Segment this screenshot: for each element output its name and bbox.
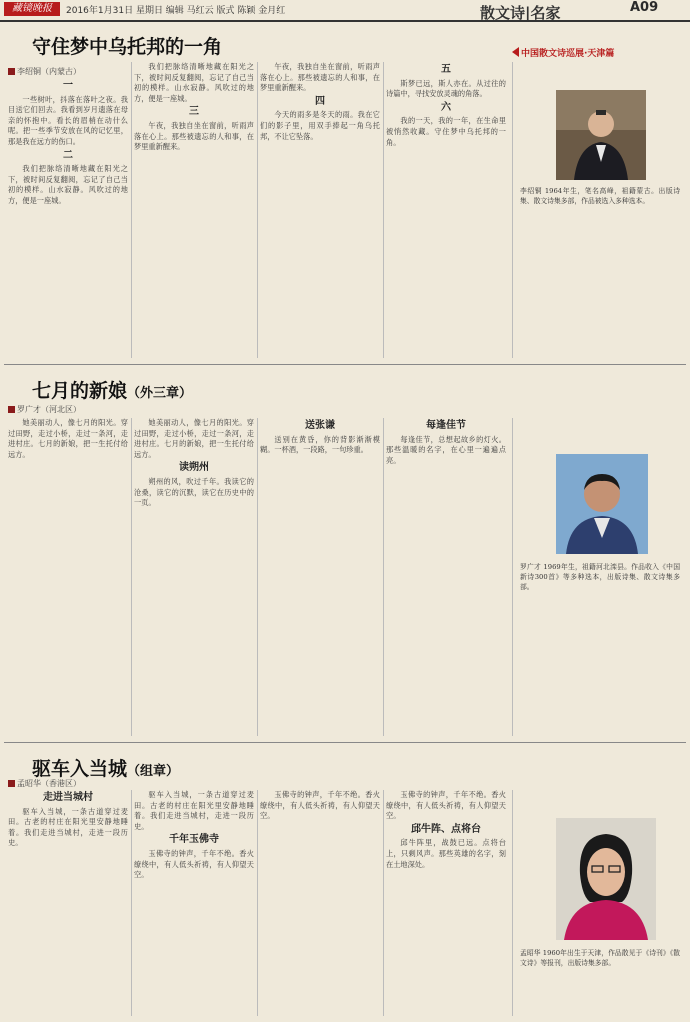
author3-bio: 孟昭华 1960年出生于天津，作品散见于《诗刊》《散文诗》等报刊，出版诗集多部。 bbox=[520, 949, 680, 967]
article1-title: 守住梦中乌托邦的一角 bbox=[32, 36, 223, 58]
article3-paragraph: 驱车入当城，一条古道穿过麦田。古老的村庄在阳光里安静地睡着。我们走进当城村，走进一段历史。 bbox=[8, 806, 128, 848]
column-divider bbox=[383, 418, 384, 736]
column-divider bbox=[131, 418, 132, 736]
article2-title bbox=[32, 376, 192, 403]
article2-column-4 bbox=[386, 418, 506, 736]
article3-paragraph: 玉佛寺的钟声，千年不绝。香火缭绕中，有人低头祈祷，有人仰望天空。 bbox=[134, 848, 254, 880]
article3-byline-text: 孟昭华（香港区） bbox=[17, 779, 81, 788]
article2-byline bbox=[8, 404, 81, 415]
column-divider bbox=[131, 62, 132, 358]
article2-paragraph: 朔州的风，吹过千年。我读它的沧桑，读它的沉默，读它在历史中的一页。 bbox=[134, 476, 254, 508]
article2-column-1 bbox=[8, 418, 128, 736]
article1-paragraph: 一些树叶，抖落在落叶之夜。我目送它们回去。我看到岁月遗落在母亲的怀抱中。看长的眉梢在动什么呢。把一些季节安放在风的记忆里，那是我在远方的伤口。 bbox=[8, 94, 128, 146]
poem-title: 邱牛阵、点将台 bbox=[411, 823, 481, 835]
section-heading: 三 bbox=[189, 106, 199, 118]
column-divider bbox=[512, 790, 513, 1016]
article3-column-2 bbox=[134, 790, 254, 1016]
section-heading: 一 bbox=[63, 80, 73, 91]
article1-paragraph: 我们把脉络清晰地藏在阳光之下，被时间反复翻阅，忘记了自己当初的模样。山水寂静。风吹过的地方，便是一座城。 bbox=[134, 62, 254, 103]
byline-square-icon bbox=[8, 780, 15, 787]
column-divider bbox=[512, 62, 513, 358]
article2-column-2 bbox=[134, 418, 254, 736]
paper-logo: 藏镜晚报 bbox=[4, 2, 60, 16]
section-divider bbox=[4, 742, 686, 743]
column-banner bbox=[512, 46, 614, 59]
article2-paragraph: 她美丽动人，像七月的阳光。穿过田野，走过小桥，走过一条河，走进村庄。七月的新娘，把一生托付给远方。 bbox=[134, 418, 254, 459]
section-divider bbox=[4, 364, 686, 365]
column-divider bbox=[383, 62, 384, 358]
author3-photo bbox=[556, 818, 656, 940]
article1-paragraph: 今天的雨多是冬天的雨。我在它们的影子里，用双手捧起一角乌托邦，不让它坠落。 bbox=[260, 110, 380, 141]
poem-title: 每逢佳节 bbox=[426, 420, 466, 431]
article1-paragraph: 斯梦已远，斯人亦在。从过往的诗篇中，寻找安放灵魂的角落。 bbox=[386, 78, 506, 99]
article2-byline-text: 罗广才（河北区） bbox=[17, 405, 81, 414]
article3-paragraph: 玉佛寺的钟声，千年不绝。香火缭绕中，有人低头祈祷，有人仰望天空。 bbox=[260, 790, 380, 821]
article3-title-text: 驱车入当城 bbox=[32, 758, 128, 780]
column-divider bbox=[131, 790, 132, 1016]
author2-photo bbox=[556, 454, 648, 554]
byline-square-icon bbox=[8, 406, 15, 413]
article1-column-3 bbox=[260, 62, 380, 358]
author2-bio: 罗广才 1969年生，祖籍河北滦县。作品收入《中国新诗300首》等多种选本，出版诗集、散文诗集多部。 bbox=[520, 563, 680, 591]
article1-byline bbox=[8, 66, 81, 77]
article1-byline-text: 李绍铜（内蒙古） bbox=[17, 67, 81, 76]
section-heading: 四 bbox=[315, 95, 325, 107]
column-divider bbox=[257, 62, 258, 358]
poem-title: 千年玉佛寺 bbox=[169, 834, 219, 846]
article3-paragraph: 驱车入当城，一条古道穿过麦田。古老的村庄在阳光里安静地睡着。我们走进当城村，走进一段历史。 bbox=[134, 790, 254, 831]
article3-column-4 bbox=[386, 790, 506, 1016]
article2-paragraph: 每逢佳节，总想起故乡的灯火。那些温暖的名字，在心里一遍遍点亮。 bbox=[386, 434, 506, 465]
column-divider bbox=[257, 790, 258, 1016]
banner-arrow-icon bbox=[512, 47, 519, 57]
byline-square-icon bbox=[8, 68, 15, 75]
column-banner-text: 中国散文诗巡展·天津篇 bbox=[521, 49, 615, 59]
article3-paragraph: 玉佛寺的钟声，千年不绝。香火缭绕中，有人低头祈祷，有人仰望天空。 bbox=[386, 790, 506, 821]
article1-paragraph: 午夜，我独自坐在窗前，听雨声落在心上。那些被遗忘的人和事，在梦里重新醒来。 bbox=[260, 62, 380, 93]
poem-title: 送张谦 bbox=[305, 420, 335, 431]
column-divider bbox=[257, 418, 258, 736]
section-heading: 二 bbox=[63, 149, 73, 161]
article2-column-3 bbox=[260, 418, 380, 736]
article3-column-1 bbox=[8, 790, 128, 1016]
article1-paragraph: 我们把脉络清晰地藏在阳光之下，被时间反复翻阅，忘记了自己当初的模样。山水寂静。风吹过的地方，便是一座城。 bbox=[8, 164, 128, 205]
article2-title-text: 七月的新娘 bbox=[32, 380, 128, 402]
article1-column-2 bbox=[134, 62, 254, 358]
article1-paragraph: 我的一天，我的一年，在生命里被悄然收藏。守住梦中乌托邦的一角。 bbox=[386, 116, 506, 147]
article2-paragraph: 她美丽动人，像七月的阳光。穿过田野，走过小桥，走过一条河，走进村庄。七月的新娘，把一生托付给远方。 bbox=[8, 418, 128, 459]
article3-column-3 bbox=[260, 790, 380, 1016]
section-heading: 六 bbox=[441, 101, 451, 113]
article1-column-1 bbox=[8, 78, 128, 358]
issue-info: 2016年1月31日 星期日 编辑 马红云 版式 陈颖 金月红 bbox=[66, 6, 286, 16]
column-divider bbox=[383, 790, 384, 1016]
page-number: A09 bbox=[630, 0, 659, 15]
article3-subtitle: （组章） bbox=[127, 764, 180, 779]
poem-title: 读朔州 bbox=[179, 462, 209, 474]
masthead bbox=[0, 0, 690, 22]
article2-paragraph: 送别在黄昏，你的背影渐渐模糊。一杯酒，一段路，一句珍重。 bbox=[260, 434, 380, 455]
article3-title bbox=[32, 754, 179, 781]
article1-paragraph: 午夜，我独自坐在窗前，听雨声落在心上。那些被遗忘的人和事，在梦里重新醒来。 bbox=[134, 120, 254, 152]
article3-byline bbox=[8, 778, 81, 789]
poem-title: 走进当城村 bbox=[43, 792, 93, 803]
author1-bio: 李绍铜 1964年生，笔名高峰，祖籍蒙古。出版诗集、散文诗集多部，作品被选入多种选本。 bbox=[520, 187, 680, 205]
section-tag: 散文诗|名家 bbox=[480, 4, 561, 22]
column-divider bbox=[512, 418, 513, 736]
article1-column-4 bbox=[386, 62, 506, 358]
article2-subtitle: （外三章） bbox=[127, 386, 193, 401]
article3-paragraph: 邱牛阵里，战鼓已远。点将台上，只剩风声。那些英雄的名字，刻在土地深处。 bbox=[386, 838, 506, 869]
section-heading: 五 bbox=[441, 64, 451, 75]
author1-photo bbox=[556, 90, 646, 180]
